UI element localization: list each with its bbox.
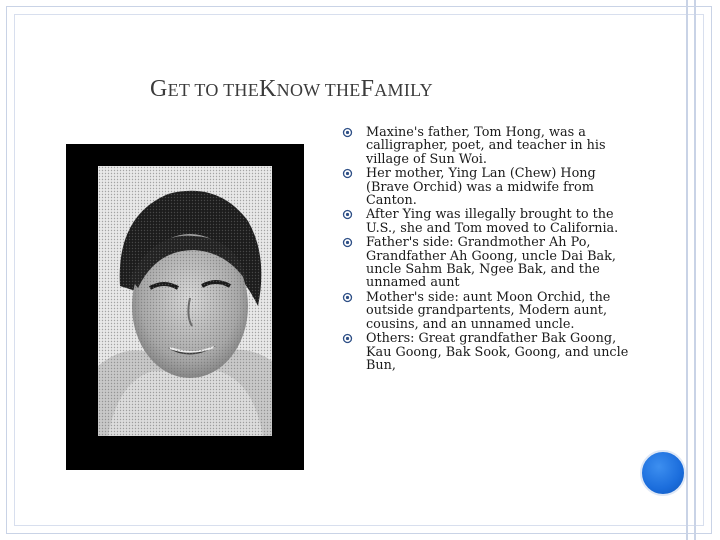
bullet-ring-icon xyxy=(342,292,353,303)
list-item xyxy=(342,167,642,207)
side-rule xyxy=(694,0,696,540)
bullet-ring-icon xyxy=(342,127,353,138)
title-initial: F xyxy=(360,76,375,102)
title-smallcaps: AMILY xyxy=(374,80,433,100)
bullet-text: Father's side: Grandmother Ah Po, Grandfather Ah Goong, uncle Dai Bak, uncle Sahm Bak, Ngee Bak, and the unnamed aunt xyxy=(366,235,616,291)
list-item xyxy=(342,126,642,166)
bullet-text: Her mother, Ying Lan (Chew) Hong (Brave Orchid) was a midwife from Canton. xyxy=(366,166,596,209)
portrait-photo xyxy=(98,166,272,436)
side-rule xyxy=(686,0,688,540)
bullet-ring-icon xyxy=(342,168,353,179)
bullet-ring-icon xyxy=(342,237,353,248)
decorative-circle xyxy=(640,450,686,496)
list-item xyxy=(342,208,642,235)
bullet-ring-icon xyxy=(342,209,353,220)
bullet-text: After Ying was illegally brought to the U.S., she and Tom moved to California. xyxy=(366,207,619,236)
list-item xyxy=(342,291,642,331)
portrait-photo-icon xyxy=(98,166,272,436)
title-smallcaps: ET TO THE xyxy=(167,80,260,100)
bullet-text: Mother's side: aunt Moon Orchid, the outside grandpartents, Modern aunt, cousins, and an unnamed uncle. xyxy=(366,289,611,332)
list-item xyxy=(342,236,642,290)
title-initial: K xyxy=(259,76,277,102)
list-item xyxy=(342,332,642,372)
title-initial: G xyxy=(150,76,168,102)
bullet-list xyxy=(342,126,642,373)
title-smallcaps: NOW THE xyxy=(276,80,361,100)
slide-title xyxy=(150,76,433,103)
bullet-ring-icon xyxy=(342,333,353,344)
bullet-text: Maxine's father, Tom Hong, was a calligrapher, poet, and teacher in his village of Sun Woi. xyxy=(366,125,606,167)
bullet-text: Others: Great grandfather Bak Goong, Kau Goong, Bak Sook, Goong, and uncle Bun, xyxy=(366,331,629,373)
